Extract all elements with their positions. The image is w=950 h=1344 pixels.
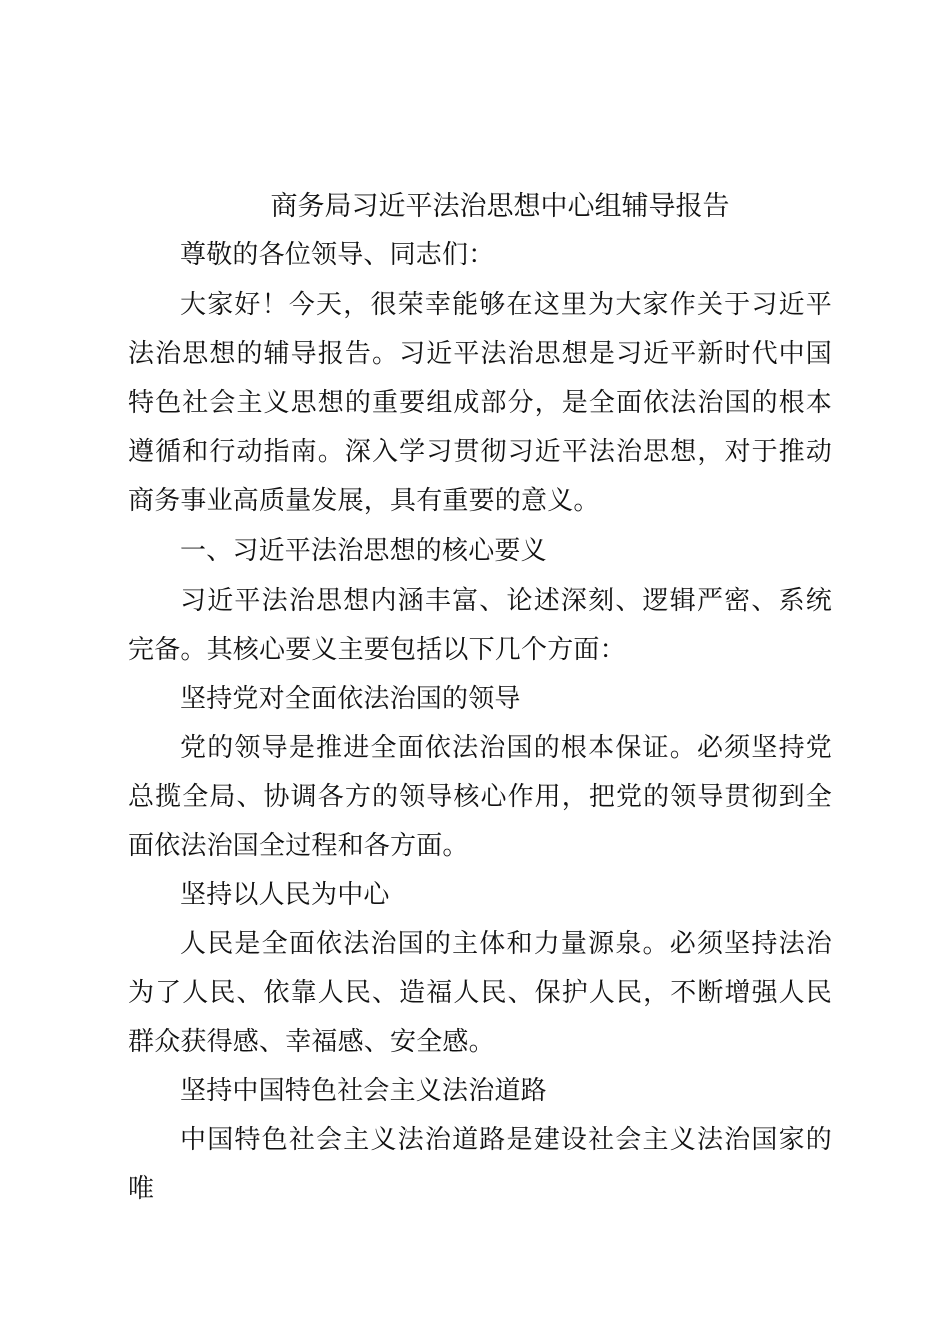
greeting: 尊敬的各位领导、同志们： xyxy=(180,240,495,270)
section-heading-1: 一、习近平法治思想的核心要义 xyxy=(180,536,547,566)
subheading-people-centered: 坚持以人民为中心 xyxy=(180,880,390,910)
paragraph-intro: 大家好！今天，很荣幸能够在这里为大家作关于习近平法治思想的辅导报告。习近平法治思想是习近平新时代中国特色社会主义思想的重要组成部分，是全面依法治国的根本遵循和行动指南。深入学习贯彻习近平法治思想，对于推动商务事业高质量发展，具有重要的意义。 xyxy=(128,290,832,516)
paragraph-party-leadership: 党的领导是推进全面依法治国的根本保证。必须坚持党总揽全局、协调各方的领导核心作用，把党的领导贯彻到全面依法治国全过程和各方面。 xyxy=(128,733,832,861)
paragraph-rule-of-law-path: 中国特色社会主义法治道路是建设社会主义法治国家的唯 xyxy=(128,1125,832,1204)
document-title: 商务局习近平法治思想中心组辅导报告 xyxy=(270,191,730,222)
document-body xyxy=(128,182,832,1214)
subheading-rule-of-law-path: 坚持中国特色社会主义法治道路 xyxy=(180,1076,547,1106)
subheading-party-leadership: 坚持党对全面依法治国的领导 xyxy=(180,684,521,714)
paragraph-people-centered: 人民是全面依法治国的主体和力量源泉。必须坚持法治为了人民、依靠人民、造福人民、保护人民，不断增强人民群众获得感、幸福感、安全感。 xyxy=(128,929,832,1057)
paragraph-overview: 习近平法治思想内涵丰富、论述深刻、逻辑严密、系统完备。其核心要义主要包括以下几个方面： xyxy=(128,586,832,665)
